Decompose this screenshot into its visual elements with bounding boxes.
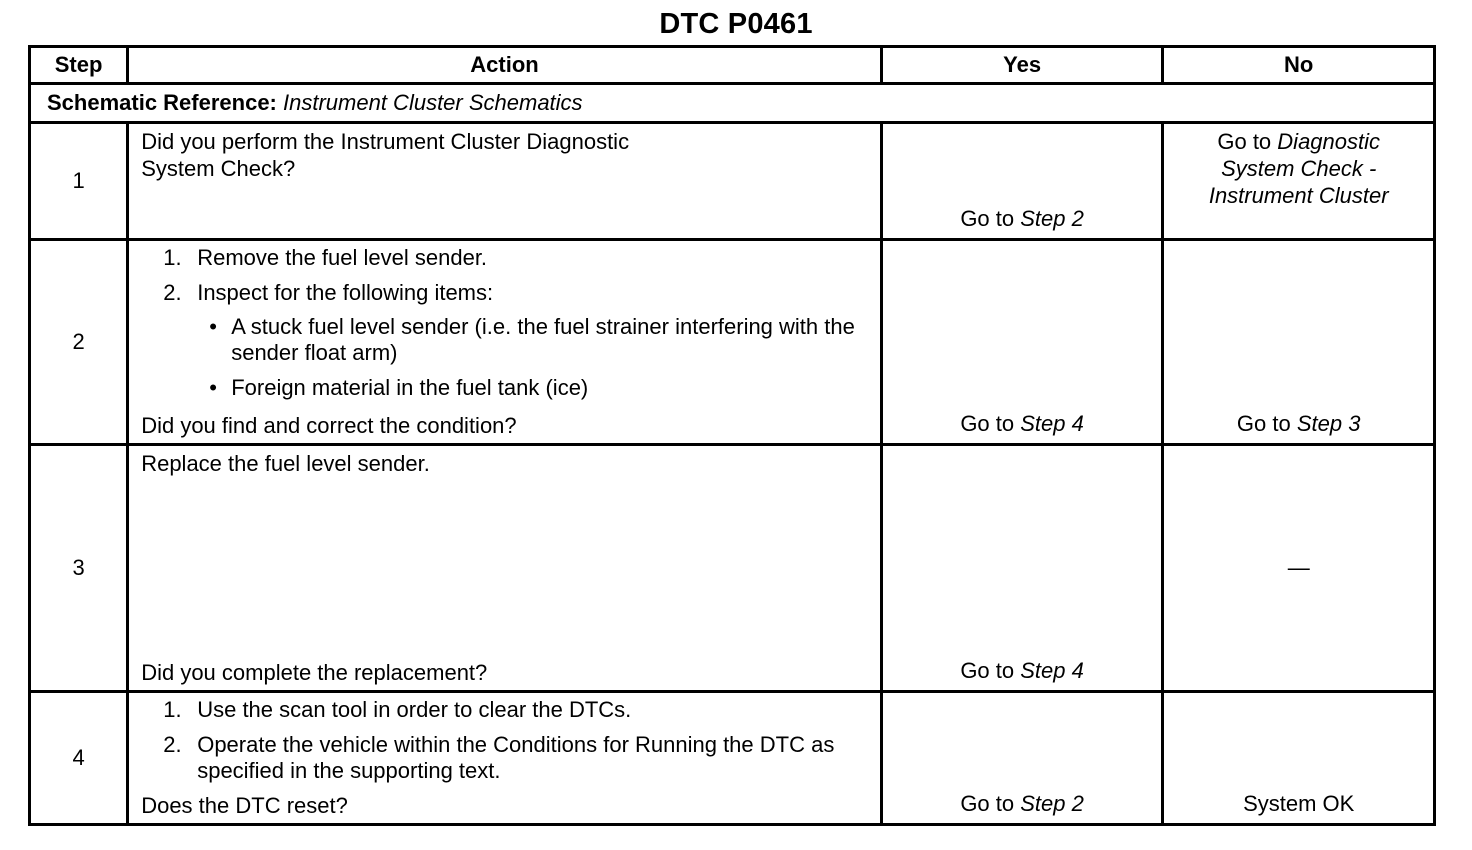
- no-goto: [1164, 411, 1433, 437]
- no-cell: [1163, 692, 1435, 825]
- goto-target: Diagnostic System Check - Instrument Cluster: [1208, 129, 1389, 208]
- header-row: [30, 47, 1435, 84]
- header-no: No: [1163, 47, 1435, 84]
- goto-prefix: Go to: [1217, 129, 1272, 154]
- goto-target: Step 4: [1020, 658, 1084, 683]
- action-cell-inner: [141, 697, 870, 823]
- yes-cell: [881, 240, 1163, 445]
- goto-prefix: Go to: [1236, 411, 1291, 436]
- action-step-text: Inspect for the following items:: [197, 280, 494, 305]
- schematic-reference-link: Instrument Cluster Schematics: [283, 90, 583, 115]
- action-steps-list: [141, 697, 870, 784]
- yes-goto: [883, 658, 1162, 684]
- action-cell: [128, 240, 882, 445]
- action-cell-inner: [141, 450, 870, 690]
- action-cell: [128, 445, 882, 692]
- action-cell-inner: [141, 245, 870, 443]
- header-yes: Yes: [881, 47, 1163, 84]
- schematic-reference-label: Schematic Reference:: [47, 90, 277, 115]
- diagnostic-table: [28, 45, 1436, 826]
- action-step-item: Remove the fuel level sender.: [197, 245, 488, 270]
- no-cell: [1163, 240, 1435, 445]
- no-cell: [1163, 445, 1435, 692]
- action-question: Did you complete the replacement?: [141, 660, 488, 685]
- yes-cell: [881, 692, 1163, 825]
- action-cell: [128, 123, 882, 240]
- schematic-reference-cell: [30, 84, 1435, 123]
- goto-target: Step 4: [1020, 411, 1084, 436]
- page-title: DTC P0461: [659, 8, 813, 40]
- yes-goto: [883, 411, 1162, 437]
- action-question: Did you find and correct the condition?: [141, 413, 517, 438]
- no-goto: [1164, 124, 1433, 209]
- header-action: Action: [128, 47, 882, 84]
- action-step-item: Use the scan tool in order to clear the DTCs.: [197, 697, 632, 722]
- action-step-item: Operate the vehicle within the Conditions for Running the DTC as specified in the supporting text.: [197, 732, 835, 783]
- table-row-step-4: [30, 692, 1435, 825]
- bullet-item: • Foreign material in the fuel tank (ice): [231, 375, 870, 401]
- goto-target: Step 2: [1020, 791, 1084, 816]
- table-row-step-2: [30, 240, 1435, 445]
- goto-prefix: Go to: [960, 411, 1015, 436]
- yes-cell: [881, 123, 1163, 240]
- goto-target: Step 3: [1296, 411, 1361, 436]
- goto-prefix: Go to: [960, 658, 1015, 683]
- action-step-item: [197, 280, 870, 401]
- no-value: System OK: [1243, 791, 1355, 816]
- goto-target: Step 2: [1020, 206, 1084, 231]
- step-number: 1: [30, 123, 128, 240]
- schematic-reference-row: [30, 84, 1435, 123]
- table-row-step-1: [30, 123, 1435, 240]
- action-question: Does the DTC reset?: [141, 793, 348, 818]
- step-number: 2: [30, 240, 128, 445]
- action-cell: [128, 692, 882, 825]
- yes-cell: [881, 445, 1163, 692]
- action-text: Replace the fuel level sender.: [141, 451, 430, 476]
- no-cell: [1163, 123, 1435, 240]
- inspection-bullets: [197, 314, 870, 401]
- bullet-item: • A stuck fuel level sender (i.e. the fuel strainer interfering with the sender float arm): [231, 314, 870, 366]
- yes-goto: [883, 791, 1162, 817]
- table-row-step-3: [30, 445, 1435, 692]
- header-step: Step: [30, 47, 128, 84]
- action-steps-list: [141, 245, 870, 401]
- no-value: —: [1287, 555, 1310, 580]
- step-number: 4: [30, 692, 128, 825]
- goto-prefix: Go to: [960, 206, 1015, 231]
- step-number: 3: [30, 445, 128, 692]
- yes-goto: [883, 206, 1162, 232]
- action-text: Did you perform the Instrument Cluster Diagnostic System Check?: [141, 129, 630, 181]
- goto-prefix: Go to: [960, 791, 1015, 816]
